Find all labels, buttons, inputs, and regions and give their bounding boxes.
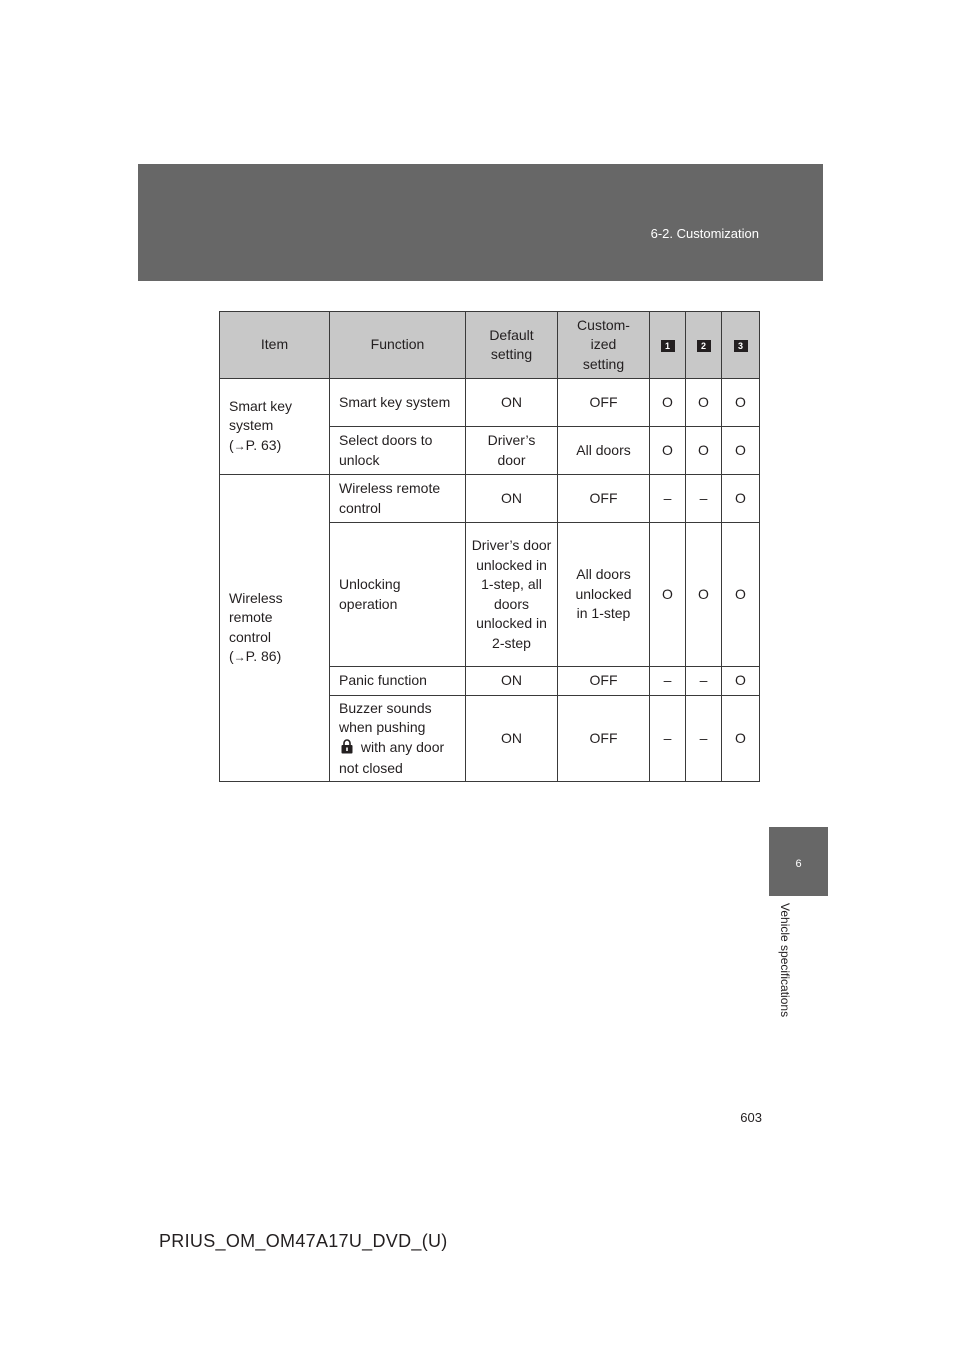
col1-cell: O	[650, 379, 686, 427]
chapter-label: Vehicle specifications	[778, 903, 792, 1018]
header-customized-setting: Custom- ized setting	[558, 312, 650, 379]
number-3-icon: 3	[734, 340, 748, 352]
col3-cell: O	[722, 523, 760, 667]
custom-cell: OFF	[558, 379, 650, 427]
customization-table	[219, 311, 760, 782]
arrow-right-icon: →	[233, 438, 246, 453]
col2-cell: –	[686, 475, 722, 523]
function-cell: Select doors to unlock	[330, 427, 466, 475]
number-2-icon: 2	[697, 340, 711, 352]
col2-cell: O	[686, 427, 722, 475]
function-cell: Smart key system	[330, 379, 466, 427]
table-header-row	[220, 312, 760, 379]
document-code: PRIUS_OM_OM47A17U_DVD_(U)	[159, 1231, 448, 1251]
default-cell: ON	[466, 379, 558, 427]
chapter-tab	[769, 827, 828, 896]
col1-cell: O	[650, 427, 686, 475]
header-col-1	[650, 312, 686, 379]
header-default-setting: Default setting	[466, 312, 558, 379]
function-cell: Panic function	[330, 667, 466, 696]
col3-cell: O	[722, 696, 760, 782]
custom-cell: All doors	[558, 427, 650, 475]
arrow-right-icon: →	[233, 650, 246, 664]
col2-cell: –	[686, 667, 722, 696]
col2-cell: –	[686, 696, 722, 782]
col3-cell: O	[722, 379, 760, 427]
col3-cell: O	[722, 427, 760, 475]
header-band	[138, 164, 823, 281]
col1-cell: –	[650, 667, 686, 696]
lock-icon	[341, 739, 353, 760]
number-1-icon: 1	[661, 340, 675, 352]
function-cell: Wireless remote control	[330, 475, 466, 523]
col1-cell: –	[650, 475, 686, 523]
col1-cell: O	[650, 523, 686, 667]
header-col-2	[686, 312, 722, 379]
default-cell: Driver’s door unlocked in 1-step, all doors unlocked in 2-step	[466, 523, 558, 667]
function-cell: Buzzer sounds when pushing with any door not closed	[330, 696, 466, 782]
table-row	[220, 475, 760, 523]
chapter-number: 6	[795, 858, 802, 870]
col3-cell: O	[722, 475, 760, 523]
custom-cell: OFF	[558, 667, 650, 696]
custom-cell: OFF	[558, 475, 650, 523]
page-reference: P. 86	[245, 648, 277, 664]
custom-cell: All doors unlocked in 1-step	[558, 523, 650, 667]
page-reference: P. 63	[245, 436, 277, 453]
header-item: Item	[220, 312, 330, 379]
table-row	[220, 379, 760, 427]
default-cell: ON	[466, 475, 558, 523]
header-function: Function	[330, 312, 466, 379]
col2-cell: O	[686, 379, 722, 427]
col2-cell: O	[686, 523, 722, 667]
section-title: 6-2. Customization	[650, 226, 759, 241]
custom-cell: OFF	[558, 696, 650, 782]
default-cell: ON	[466, 667, 558, 696]
item-wireless-remote-control: Wireless remote control (→P. 86)	[220, 475, 330, 782]
page-number: 603	[740, 1110, 762, 1125]
function-cell: Unlocking operation	[330, 523, 466, 667]
default-cell: Driver’s door	[466, 427, 558, 475]
header-col-3	[722, 312, 760, 379]
col1-cell: –	[650, 696, 686, 782]
default-cell: ON	[466, 696, 558, 782]
col3-cell: O	[722, 667, 760, 696]
item-smart-key-system: Smart key system (→P. 63)	[220, 379, 330, 475]
